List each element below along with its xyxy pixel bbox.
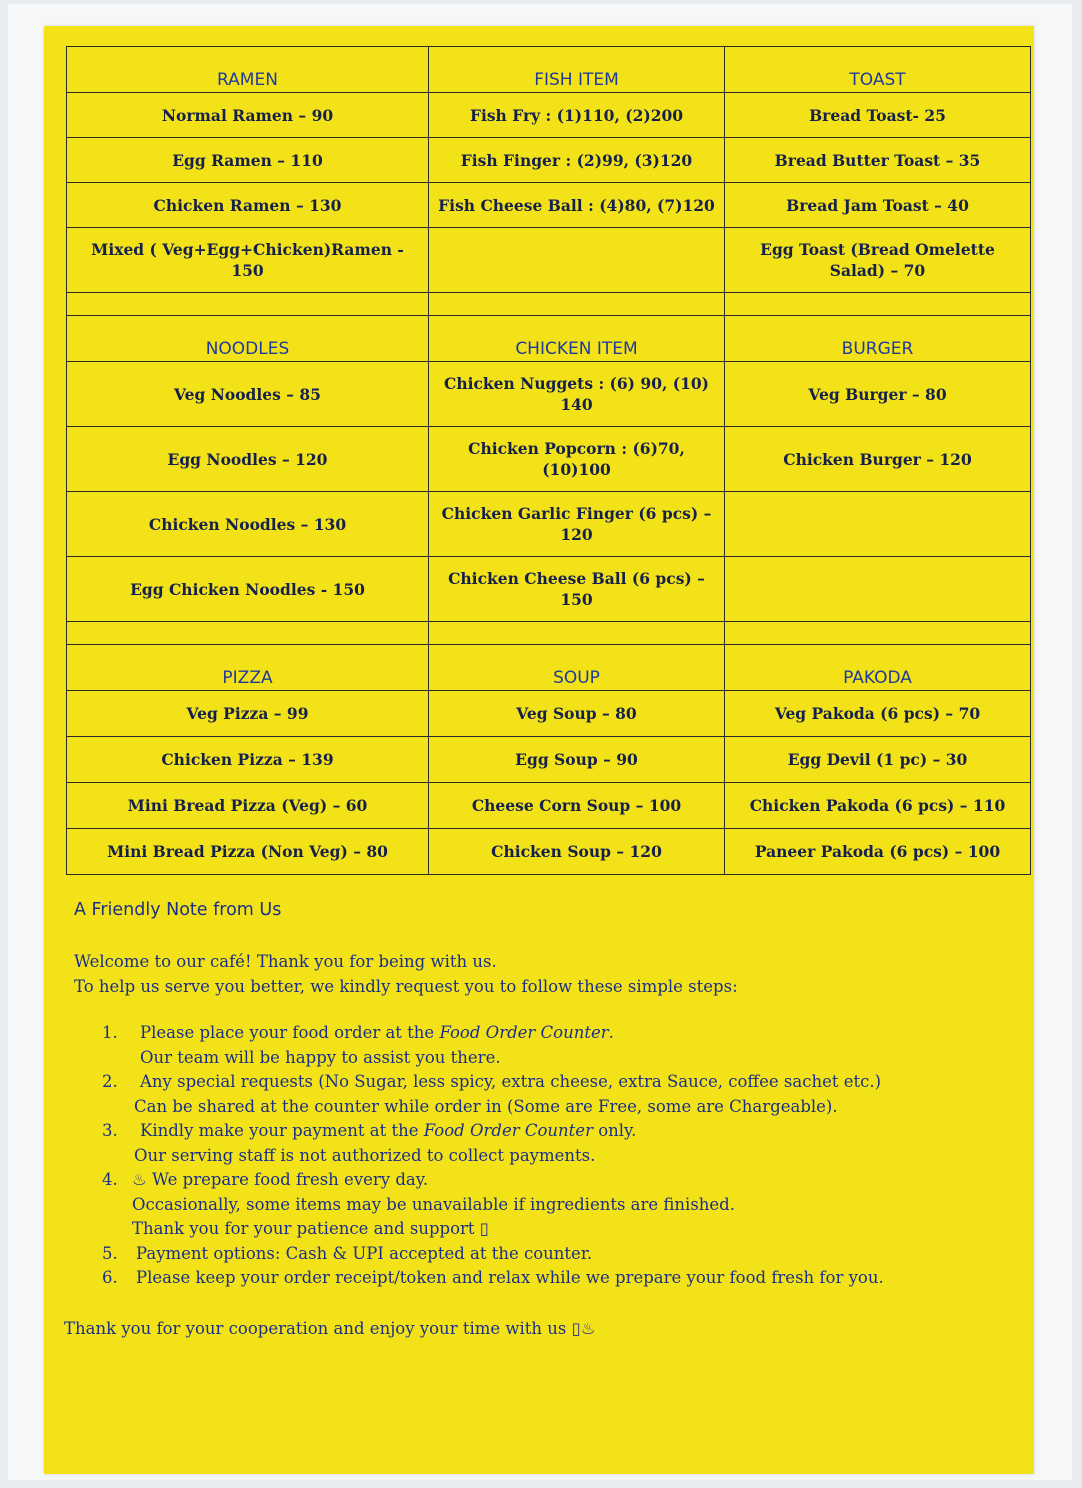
menu-item: Chicken Ramen – 130 [67, 183, 429, 228]
menu-item: Veg Noodles – 85 [67, 362, 429, 427]
menu-row [67, 557, 1031, 622]
note-closing: Thank you for your cooperation and enjoy your time with us ▯♨ [64, 1318, 596, 1338]
step-number: 6. [102, 1268, 118, 1287]
category-pizza: PIZZA [67, 645, 429, 691]
menu-item: Chicken Pakoda (6 pcs) – 110 [725, 783, 1031, 829]
menu-item: Bread Jam Toast – 40 [725, 183, 1031, 228]
spacer-row [67, 293, 1031, 316]
menu-item: Egg Toast (Bread Omelette Salad) – 70 [725, 228, 1031, 293]
menu-item: Paneer Pakoda (6 pcs) – 100 [725, 829, 1031, 875]
step-text: Occasionally, some items may be unavailable if ingredients are finished. [132, 1194, 735, 1214]
menu-item: Egg Soup – 90 [429, 737, 725, 783]
menu-item: Mini Bread Pizza (Veg) – 60 [67, 783, 429, 829]
menu-item: Egg Ramen – 110 [67, 138, 429, 183]
menu-item: Cheese Corn Soup – 100 [429, 783, 725, 829]
menu-item [725, 492, 1031, 557]
category-pakoda: PAKODA [725, 645, 1031, 691]
menu-item: Chicken Garlic Finger (6 pcs) – 120 [429, 492, 725, 557]
step-number: 2. [102, 1072, 118, 1091]
menu-item: Normal Ramen – 90 [67, 93, 429, 138]
step-text: Any special requests (No Sugar, less spicy, extra cheese, extra Sauce, coffee sachet etc.) [140, 1072, 882, 1091]
step-text: Please place your food order at the [140, 1023, 440, 1042]
menu-item: Veg Soup – 80 [429, 691, 725, 737]
step-emphasis: Food Order Counter [423, 1121, 593, 1140]
friendly-note [64, 900, 1024, 1341]
menu-table [66, 46, 1031, 875]
section-header-row [67, 645, 1031, 691]
menu-item: Fish Finger : (2)99, (3)120 [429, 138, 725, 183]
section-header-row [67, 316, 1031, 362]
menu-row [67, 737, 1031, 783]
menu-item: Chicken Cheese Ball (6 pcs) – 150 [429, 557, 725, 622]
menu-row [67, 228, 1031, 293]
step-item [74, 1266, 1024, 1291]
menu-item: Egg Chicken Noodles - 150 [67, 557, 429, 622]
step-item [74, 1070, 1024, 1119]
menu-item: Bread Toast- 25 [725, 93, 1031, 138]
step-text: Please keep your order receipt/token and relax while we prepare your food fresh for you. [136, 1268, 884, 1287]
menu-item: Egg Devil (1 pc) – 30 [725, 737, 1031, 783]
steps-list [74, 1021, 1024, 1291]
menu-item: Chicken Soup – 120 [429, 829, 725, 875]
menu-row [67, 783, 1031, 829]
menu-item: Chicken Nuggets : (6) 90, (10) 140 [429, 362, 725, 427]
step-number: 5. [102, 1243, 118, 1263]
menu-item: Fish Fry : (1)110, (2)200 [429, 93, 725, 138]
menu-item [429, 228, 725, 293]
step-item [74, 1168, 1024, 1242]
menu-item: Chicken Popcorn : (6)70, (10)100 [429, 427, 725, 492]
category-noodles: NOODLES [67, 316, 429, 362]
category-soup: SOUP [429, 645, 725, 691]
step-number: 4. [102, 1170, 118, 1189]
step-text: Thank you for your patience and support ▯ [132, 1219, 489, 1238]
menu-row [67, 362, 1031, 427]
step-text: Payment options: Cash & UPI accepted at the counter. [136, 1243, 593, 1263]
menu-item: Mini Bread Pizza (Non Veg) – 80 [67, 829, 429, 875]
menu-item: Chicken Noodles – 130 [67, 492, 429, 557]
step-text: . [608, 1023, 614, 1042]
menu-item: Fish Cheese Ball : (4)80, (7)120 [429, 183, 725, 228]
menu-row [67, 691, 1031, 737]
category-chicken-item: CHICKEN ITEM [429, 316, 725, 362]
menu-item: Veg Pizza – 99 [67, 691, 429, 737]
menu-row [67, 138, 1031, 183]
step-number: 3. [102, 1121, 118, 1140]
menu-item: Veg Pakoda (6 pcs) – 70 [725, 691, 1031, 737]
category-burger: BURGER [725, 316, 1031, 362]
menu-item: Veg Burger – 80 [725, 362, 1031, 427]
menu-row [67, 829, 1031, 875]
category-toast: TOAST [725, 47, 1031, 93]
menu-row [67, 492, 1031, 557]
menu-item: Chicken Burger – 120 [725, 427, 1031, 492]
menu-row [67, 427, 1031, 492]
step-item [74, 1119, 1024, 1168]
step-emphasis: Food Order Counter [439, 1023, 609, 1042]
step-item [74, 1242, 1024, 1267]
step-item [74, 1021, 1024, 1070]
step-text: only. [592, 1121, 637, 1140]
spacer-row [67, 622, 1031, 645]
note-intro: To help us serve you better, we kindly request you to follow these simple steps: [74, 976, 738, 996]
step-text: Can be shared at the counter while order in (Some are Free, some are Chargeable). [134, 1096, 838, 1116]
menu-item: Mixed ( Veg+Egg+Chicken)Ramen - 150 [67, 228, 429, 293]
step-text: Our team will be happy to assist you there. [140, 1047, 501, 1067]
menu-item: Chicken Pizza – 139 [67, 737, 429, 783]
category-ramen: RAMEN [67, 47, 429, 93]
section-header-row [67, 47, 1031, 93]
menu-item: Egg Noodles – 120 [67, 427, 429, 492]
step-number: 1. [102, 1023, 118, 1042]
step-text: ♨ We prepare food fresh every day. [132, 1170, 429, 1189]
note-title: A Friendly Note from Us [74, 900, 282, 920]
menu-item: Bread Butter Toast – 35 [725, 138, 1031, 183]
menu-row [67, 93, 1031, 138]
step-text: Kindly make your payment at the [140, 1121, 424, 1140]
menu-row [67, 183, 1031, 228]
step-text: Our serving staff is not authorized to collect payments. [134, 1145, 596, 1165]
category-fish-item: FISH ITEM [429, 47, 725, 93]
menu-item [725, 557, 1031, 622]
note-welcome: Welcome to our café! Thank you for being with us. [74, 952, 497, 971]
